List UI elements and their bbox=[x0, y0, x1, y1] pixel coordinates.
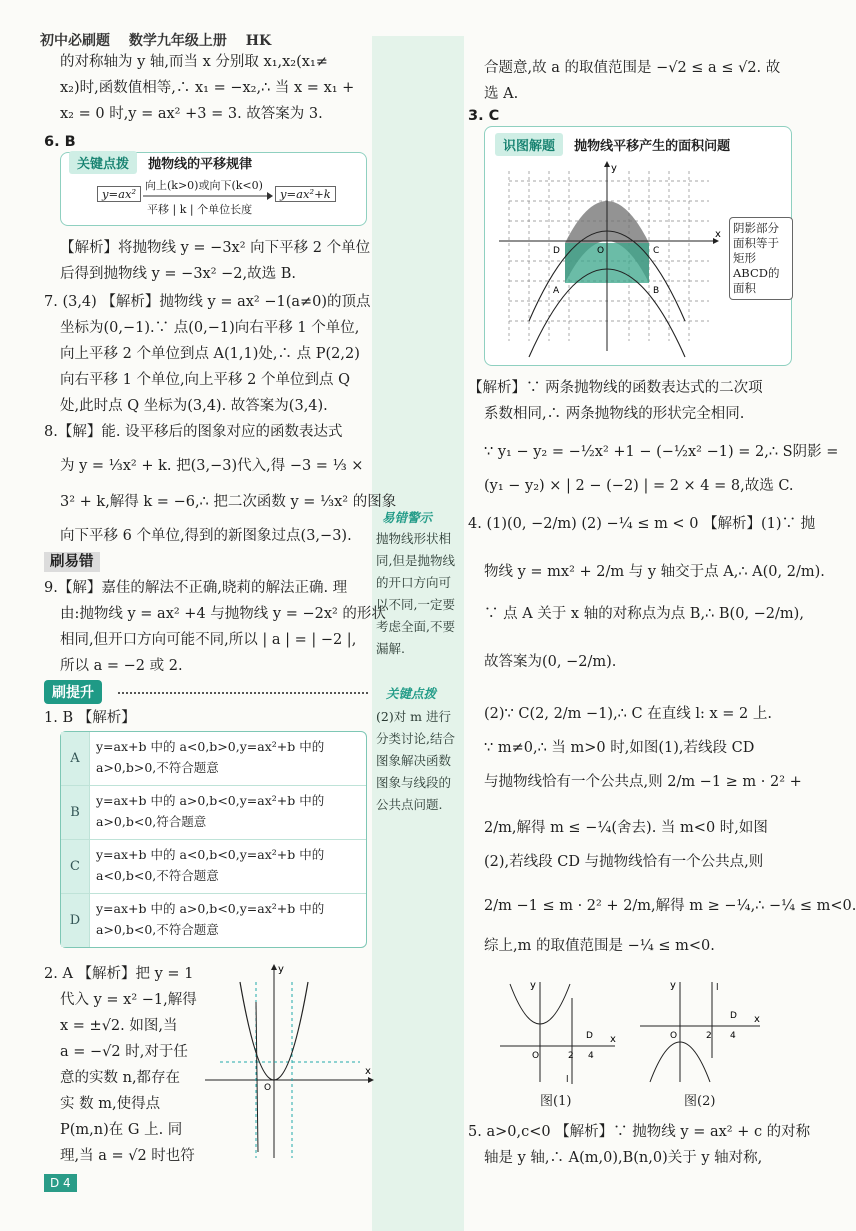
q6-from-formula: y=ax² bbox=[97, 186, 141, 202]
svg-text:l: l bbox=[716, 983, 719, 993]
svg-text:D: D bbox=[730, 1011, 737, 1021]
text-line: (2),若线段 CD 与抛物线恰有一个公共点,则 bbox=[484, 854, 764, 870]
text-line: P(m,n)在 G 上. 同 bbox=[60, 1122, 183, 1138]
text-line: 3² + k,解得 k = −6,∴ 把二次函数 y = ⅓x² 的图象 bbox=[60, 494, 397, 510]
option-label: D bbox=[61, 894, 90, 947]
note2-title: 关键点拨 bbox=[386, 686, 437, 701]
q2-parabola-graph bbox=[200, 962, 375, 1160]
svg-text:y: y bbox=[278, 964, 284, 975]
option-label: B bbox=[61, 786, 90, 839]
table-row bbox=[61, 785, 366, 839]
q6-to-formula: y=ax²+k bbox=[275, 186, 336, 202]
q3-shaded-parabolas bbox=[489, 161, 721, 357]
figure-2-caption: 图(2) bbox=[684, 1094, 716, 1109]
text-line: ∵ 点 A 关于 x 轴的对称点为点 B,∴ B(0, −2/m), bbox=[484, 606, 804, 622]
text-line: x = ±√2. 如图,当 bbox=[60, 1018, 178, 1034]
text-line: 5. a>0,c<0 【解析】∵ 抛物线 y = ax² + c 的对称 bbox=[468, 1124, 811, 1140]
q6-arrow bbox=[143, 191, 273, 201]
svg-text:y: y bbox=[670, 980, 676, 991]
text-line: 与抛物线恰有一个公共点,则 2/m −1 ≥ m · 2² + bbox=[484, 774, 802, 790]
text-line: 相同,但开口方向可能不同,所以 | a | = | −2 |, bbox=[60, 632, 357, 648]
text-line: (2)∵ C(2, 2/m −1),∴ C 在直线 l: x = 2 上. bbox=[484, 706, 772, 722]
figure-1 bbox=[500, 978, 620, 1088]
text-line: 4. (1)(0, −2/m) (2) −¼ ≤ m < 0 【解析】(1)∵ 抛 bbox=[468, 516, 816, 532]
text-line: 代入 y = x² −1,解得 bbox=[60, 992, 197, 1008]
q6-box-title: 关键点拨 bbox=[69, 151, 137, 174]
series-name: 初中必刷题 bbox=[40, 33, 110, 49]
option-text: y=ax+b 中的 a>0,b<0,y=ax²+b 中的 a>0,b<0,符合题意 bbox=[96, 793, 325, 829]
text-line: 故答案为(0, −2/m). bbox=[484, 654, 617, 670]
text-line: 选 A. bbox=[484, 86, 519, 102]
q3-box-title: 识图解题 bbox=[495, 133, 563, 156]
text-line: 由:抛物线 y = ax² +4 与抛物线 y = −2x² 的形状 bbox=[60, 606, 386, 622]
svg-text:D: D bbox=[586, 1031, 593, 1041]
table-row bbox=[61, 732, 366, 785]
figure-1-caption: 图(1) bbox=[540, 1094, 572, 1109]
option-text: y=ax+b 中的 a>0,b<0,y=ax²+b 中的 a>0,b<0,不符合题意 bbox=[96, 901, 325, 937]
svg-text:B: B bbox=[653, 286, 660, 296]
svg-text:C: C bbox=[653, 246, 660, 256]
text-line: x₂ = 0 时,y = ax² +3 = 3. 故答案为 3. bbox=[60, 106, 323, 122]
text-line: 的对称轴为 y 轴,而当 x 分别取 x₁,x₂(x₁≠ bbox=[60, 54, 328, 70]
svg-text:2: 2 bbox=[706, 1031, 712, 1041]
text-line: 向上平移 2 个单位到点 A(1,1)处,∴ 点 P(2,2) bbox=[60, 346, 360, 362]
svg-text:D: D bbox=[553, 246, 560, 256]
svg-text:x: x bbox=[365, 1066, 371, 1077]
svg-text:y: y bbox=[530, 980, 536, 991]
text-line: 2. A 【解析】把 y = 1 bbox=[44, 966, 194, 982]
text-line: ∵ y₁ − y₂ = −½x² +1 − (−½x² −1) = 2,∴ S阴影 = bbox=[484, 444, 839, 460]
text-line: 实 数 m,使得点 bbox=[60, 1096, 161, 1112]
text-line: 所以 a = −2 或 2. bbox=[60, 658, 183, 674]
svg-text:l: l bbox=[566, 1075, 569, 1085]
section-easy-error: 刷易错 bbox=[44, 552, 100, 572]
page-number: D 4 bbox=[44, 1174, 77, 1192]
q1-option-table bbox=[60, 731, 367, 948]
q6-box-header bbox=[69, 151, 252, 174]
text-line: 向右平移 1 个单位,向上平移 2 个单位到点 Q bbox=[60, 372, 350, 388]
svg-text:2: 2 bbox=[568, 1051, 574, 1061]
svg-text:x: x bbox=[715, 229, 721, 240]
note2-text: (2)对 m 进行分类讨论,结合图象解决函数图象与线段的公共点问题. bbox=[376, 709, 455, 812]
table-row bbox=[61, 893, 366, 947]
svg-text:O: O bbox=[264, 1083, 272, 1093]
figure-2 bbox=[640, 978, 765, 1088]
text-line: 合题意,故 a 的取值范围是 −√2 ≤ a ≤ √2. 故 bbox=[484, 60, 781, 76]
text-line: 【解析】将抛物线 y = −3x² 向下平移 2 个单位 bbox=[60, 240, 371, 256]
text-line: a = −√2 时,对于任 bbox=[60, 1044, 188, 1060]
edition: HK bbox=[245, 33, 272, 49]
svg-text:4: 4 bbox=[588, 1051, 594, 1061]
option-text: y=ax+b 中的 a<0,b<0,y=ax²+b 中的 a<0,b<0,不符合题意 bbox=[96, 847, 325, 883]
q3-box-header bbox=[495, 133, 730, 156]
text-line: 意的实数 n,都存在 bbox=[60, 1070, 181, 1086]
q6-box-subtitle: 抛物线的平移规律 bbox=[148, 157, 253, 172]
text-line: 2/m,解得 m ≤ −¼(舍去). 当 m<0 时,如图 bbox=[484, 820, 768, 836]
q3-figure-box bbox=[484, 126, 792, 366]
q6-arrow-top-label: 向上(k>0)或向下(k<0) bbox=[145, 179, 263, 192]
option-text: y=ax+b 中的 a<0,b>0,y=ax²+b 中的 a>0,b>0,不符合题意 bbox=[96, 739, 325, 775]
text-line: x₂)时,函数值相等,∴ x₁ = −x₂,∴ 当 x = x₁ + bbox=[60, 80, 355, 96]
text-line: 系数相同,∴ 两条抛物线的形状完全相同. bbox=[484, 406, 745, 422]
text-line: 为 y = ⅓x² + k. 把(3,−3)代入,得 −3 = ⅓ × bbox=[60, 458, 364, 474]
text-line: 8.【解】能. 设平移后的图象对应的函数表达式 bbox=[44, 424, 343, 440]
text-line: 理,当 a = √2 时也符 bbox=[60, 1148, 195, 1164]
text-line: 2/m −1 ≤ m · 2² + 2/m,解得 m ≥ −¼,∴ −¼ ≤ m<0. bbox=[484, 898, 856, 914]
svg-text:4: 4 bbox=[730, 1031, 736, 1041]
svg-text:A: A bbox=[553, 286, 560, 296]
text-line: (y₁ − y₂) × | 2 − (−2) | = 2 × 4 = 8,故选 C. bbox=[484, 478, 794, 494]
text-line: 轴是 y 轴,∴ A(m,0),B(n,0)关于 y 轴对称, bbox=[484, 1150, 763, 1166]
text-line: 处,此时点 Q 坐标为(3,4). 故答案为(3,4). bbox=[60, 398, 328, 414]
text-line: 综上,m 的取值范围是 −¼ ≤ m<0. bbox=[484, 938, 715, 954]
q6-key-box bbox=[60, 152, 367, 226]
section-divider bbox=[118, 692, 368, 694]
table-row bbox=[61, 839, 366, 893]
text-line: 坐标为(0,−1).∵ 点(0,−1)向右平移 1 个单位, bbox=[60, 320, 360, 336]
text-line: 向下平移 6 个单位,得到的新图象过点(3,−3). bbox=[60, 528, 352, 544]
svg-text:O: O bbox=[597, 246, 605, 256]
q3-box-subtitle: 抛物线平移产生的面积问题 bbox=[574, 139, 731, 154]
text-line: 【解析】∵ 两条抛物线的函数表达式的二次项 bbox=[468, 380, 763, 396]
section-improve: 刷提升 bbox=[44, 680, 102, 704]
svg-text:O: O bbox=[532, 1051, 540, 1061]
svg-text:y: y bbox=[611, 163, 617, 174]
note1-text: 抛物线形状相同,但是抛物线的开口方向可以不同,一定要考虑全面,不要漏解. bbox=[376, 531, 455, 656]
svg-text:O: O bbox=[670, 1031, 678, 1041]
note1-title: 易错警示 bbox=[382, 510, 433, 525]
option-label: A bbox=[61, 732, 90, 785]
q3-callout: 阴影部分面积等于矩形ABCD的面积 bbox=[729, 217, 793, 300]
book-title: 数学九年级上册 bbox=[128, 33, 227, 49]
text-line: 7. (3,4) 【解析】抛物线 y = ax² −1(a≠0)的顶点 bbox=[44, 294, 371, 310]
text-line: 后得到抛物线 y = −3x² −2,故选 B. bbox=[60, 266, 296, 282]
svg-text:x: x bbox=[610, 1034, 616, 1045]
option-label: C bbox=[61, 840, 90, 893]
q6-arrow-bottom-label: 平移 | k | 个单位长度 bbox=[147, 203, 253, 216]
text-line: 物线 y = mx² + 2/m 与 y 轴交于点 A,∴ A(0, 2/m). bbox=[484, 564, 825, 580]
svg-text:x: x bbox=[754, 1014, 760, 1025]
text-line: 9.【解】嘉佳的解法不正确,晓莉的解法正确. 理 bbox=[44, 580, 348, 596]
q6-number: 6. B bbox=[44, 134, 76, 150]
q3-number: 3. C bbox=[468, 108, 500, 124]
text-line: ∵ m≠0,∴ 当 m>0 时,如图(1),若线段 CD bbox=[484, 740, 755, 756]
page-header bbox=[40, 30, 285, 50]
q1-head: 1. B 【解析】 bbox=[44, 710, 136, 726]
